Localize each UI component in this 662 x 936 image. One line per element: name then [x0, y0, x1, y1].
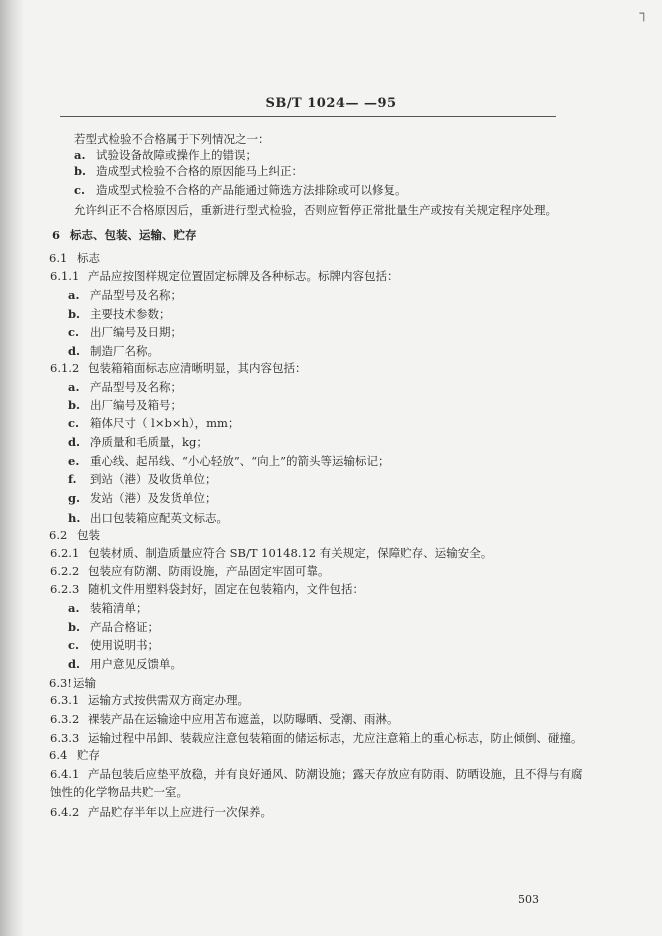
item-label: g. [68, 491, 81, 505]
item-text: 重心线、起吊线、“小心轻放”、“向上”的箭头等运输标记； [90, 454, 390, 468]
corner-mark: ┐ [639, 6, 648, 22]
clause-6-1-2 [50, 361, 307, 375]
clause-text: 包装箱箱面标志应清晰明显，其内容包括： [88, 361, 307, 375]
intro-item-b [74, 164, 303, 178]
clause-6-1-2-item-e [68, 454, 390, 468]
clause-6-1-2-item-h [68, 511, 228, 525]
section-number: 6.3! [49, 676, 72, 690]
section-number: 6.2 [49, 528, 68, 542]
clause-text: 运输过程中吊卸、装载应注意包装箱面的储运标志，尤应注意箱上的重心标志，防止倾倒、碰撞。 [88, 731, 583, 745]
clause-6-4-1 [50, 767, 583, 781]
intro-lead: 若型式检验不合格属于下列情况之一： [74, 132, 270, 146]
clause-6-2-1 [50, 546, 492, 560]
item-text: 产品合格证； [90, 620, 159, 634]
item-text: 发站（港）及发货单位； [90, 491, 217, 505]
item-text: 箱体尺寸（ l×b×h），mm； [90, 416, 240, 430]
header-standard-code: SB/T 1024— —95 [265, 96, 397, 111]
clause-text: 产品应按图样规定位置固定标牌及各种标志。标牌内容包括： [88, 269, 399, 283]
scan-edge-shadow [0, 0, 24, 936]
clause-6-4-1-continued: 蚀性的化学物品共贮一室。 [50, 785, 188, 799]
item-text: 试验设备故障或操作上的错误； [96, 148, 257, 162]
clause-6-2-3-item-d [68, 657, 182, 671]
item-label: h. [68, 511, 81, 525]
item-text: 出厂编号及箱号； [90, 398, 182, 412]
item-text: 到站（港）及收货单位； [90, 472, 217, 486]
item-text: 用户意见反馈单。 [90, 657, 182, 671]
item-text: 主要技术参数； [90, 307, 171, 321]
item-label: d. [68, 344, 81, 358]
clause-text: 裸装产品在运输途中应用苫布遮盖，以防曝晒、受潮、雨淋。 [88, 712, 399, 726]
clause-number: 6.3.2 [50, 712, 80, 726]
item-label: b. [68, 398, 81, 412]
item-label: f. [68, 472, 77, 486]
clause-6-1-2-item-a [68, 380, 182, 394]
item-text: 产品型号及名称； [90, 288, 182, 302]
clause-6-1-1-item-a [68, 288, 182, 302]
item-label: a. [68, 380, 80, 394]
clause-text: 包装材质、制造质量应符合 SB/T 10148.12 有关规定，保障贮存、运输安全。 [88, 546, 493, 560]
item-text: 制造厂名称。 [90, 344, 159, 358]
clause-text: 产品贮存半年以上应进行一次保养。 [88, 805, 272, 819]
clause-number: 6.4.1 [50, 767, 80, 781]
section-number: 6.1 [49, 251, 68, 265]
section-title: 运输 [73, 676, 96, 690]
clause-6-3-3 [50, 731, 583, 745]
item-label: c. [68, 325, 80, 339]
intro-closing: 允许纠正不合格原因后，重新进行型式检验，否则应暂停正常批量生产或按有关规定程序处理。 [74, 203, 557, 217]
clause-6-3-1 [50, 693, 249, 707]
clause-number: 6.4.2 [50, 805, 80, 819]
item-text: 造成型式检验不合格的产品能通过筛选方法排除或可以修复。 [96, 183, 407, 197]
item-label: a. [68, 288, 80, 302]
item-text: 使用说明书； [90, 638, 159, 652]
clause-6-4-2 [50, 805, 272, 819]
item-text: 出口包装箱应配英文标志。 [90, 511, 228, 525]
clause-6-1-2-item-d [68, 435, 208, 449]
section-title: 包装 [77, 528, 100, 542]
item-label: b. [68, 620, 81, 634]
section-6-1-heading [49, 251, 100, 265]
clause-6-1-1 [50, 269, 399, 283]
clause-6-1-1-item-d [68, 344, 159, 358]
item-text: 装箱清单； [90, 601, 148, 615]
clause-number: 6.2.2 [50, 564, 80, 578]
clause-text: 产品包装后应垫平放稳，并有良好通风、防潮设施；露天存放应有防雨、防晒设施，且不得与有腐 [88, 767, 583, 781]
item-label: d. [68, 435, 81, 449]
clause-text: 随机文件用塑料袋封好，固定在包装箱内，文件包括： [88, 582, 364, 596]
clause-6-1-2-item-c [68, 416, 239, 430]
clause-6-1-2-item-b [68, 398, 182, 412]
section-number: 6 [52, 228, 61, 242]
intro-item-a [74, 148, 257, 162]
clause-6-2-3 [50, 582, 364, 596]
section-title: 标志、包装、运输、贮存 [70, 228, 197, 242]
clause-number: 6.1.1 [50, 269, 80, 283]
item-label: a. [74, 148, 86, 162]
clause-6-2-3-item-b [68, 620, 159, 634]
item-label: e. [68, 454, 80, 468]
clause-number: 6.3.3 [50, 731, 80, 745]
clause-number: 6.1.2 [50, 361, 80, 375]
item-label: b. [68, 307, 81, 321]
clause-number: 6.2.1 [50, 546, 80, 560]
item-label: c. [68, 638, 80, 652]
item-label: d. [68, 657, 81, 671]
section-6-4-heading [49, 748, 100, 762]
clause-6-2-3-item-c [68, 638, 159, 652]
clause-6-2-3-item-a [68, 601, 148, 615]
clause-6-1-1-item-c [68, 325, 182, 339]
clause-6-1-2-item-f [68, 472, 217, 486]
item-label: c. [68, 416, 80, 430]
clause-6-1-1-item-b [68, 307, 171, 321]
item-label: a. [68, 601, 80, 615]
section-title: 贮存 [77, 748, 100, 762]
clause-6-1-2-item-g [68, 491, 217, 505]
section-6-3-heading [49, 676, 96, 690]
item-text: 产品型号及名称； [90, 380, 182, 394]
section-6-heading [52, 228, 197, 242]
item-label: c. [74, 183, 86, 197]
item-label: b. [74, 164, 87, 178]
clause-text: 运输方式按供需双方商定办理。 [88, 693, 249, 707]
clause-text: 包装应有防潮、防雨设施，产品固定牢固可靠。 [88, 564, 330, 578]
page-number: 503 [518, 893, 539, 906]
clause-6-2-2 [50, 564, 330, 578]
section-number: 6.4 [49, 748, 68, 762]
intro-item-c [74, 183, 407, 197]
clause-6-3-2 [50, 712, 399, 726]
item-text: 出厂编号及日期； [90, 325, 182, 339]
clause-number: 6.3.1 [50, 693, 80, 707]
item-text: 造成型式检验不合格的原因能马上纠正： [96, 164, 303, 178]
header-rule [60, 116, 556, 117]
item-text: 净质量和毛质量，kg； [90, 435, 208, 449]
section-title: 标志 [77, 251, 100, 265]
clause-number: 6.2.3 [50, 582, 80, 596]
section-6-2-heading [49, 528, 100, 542]
